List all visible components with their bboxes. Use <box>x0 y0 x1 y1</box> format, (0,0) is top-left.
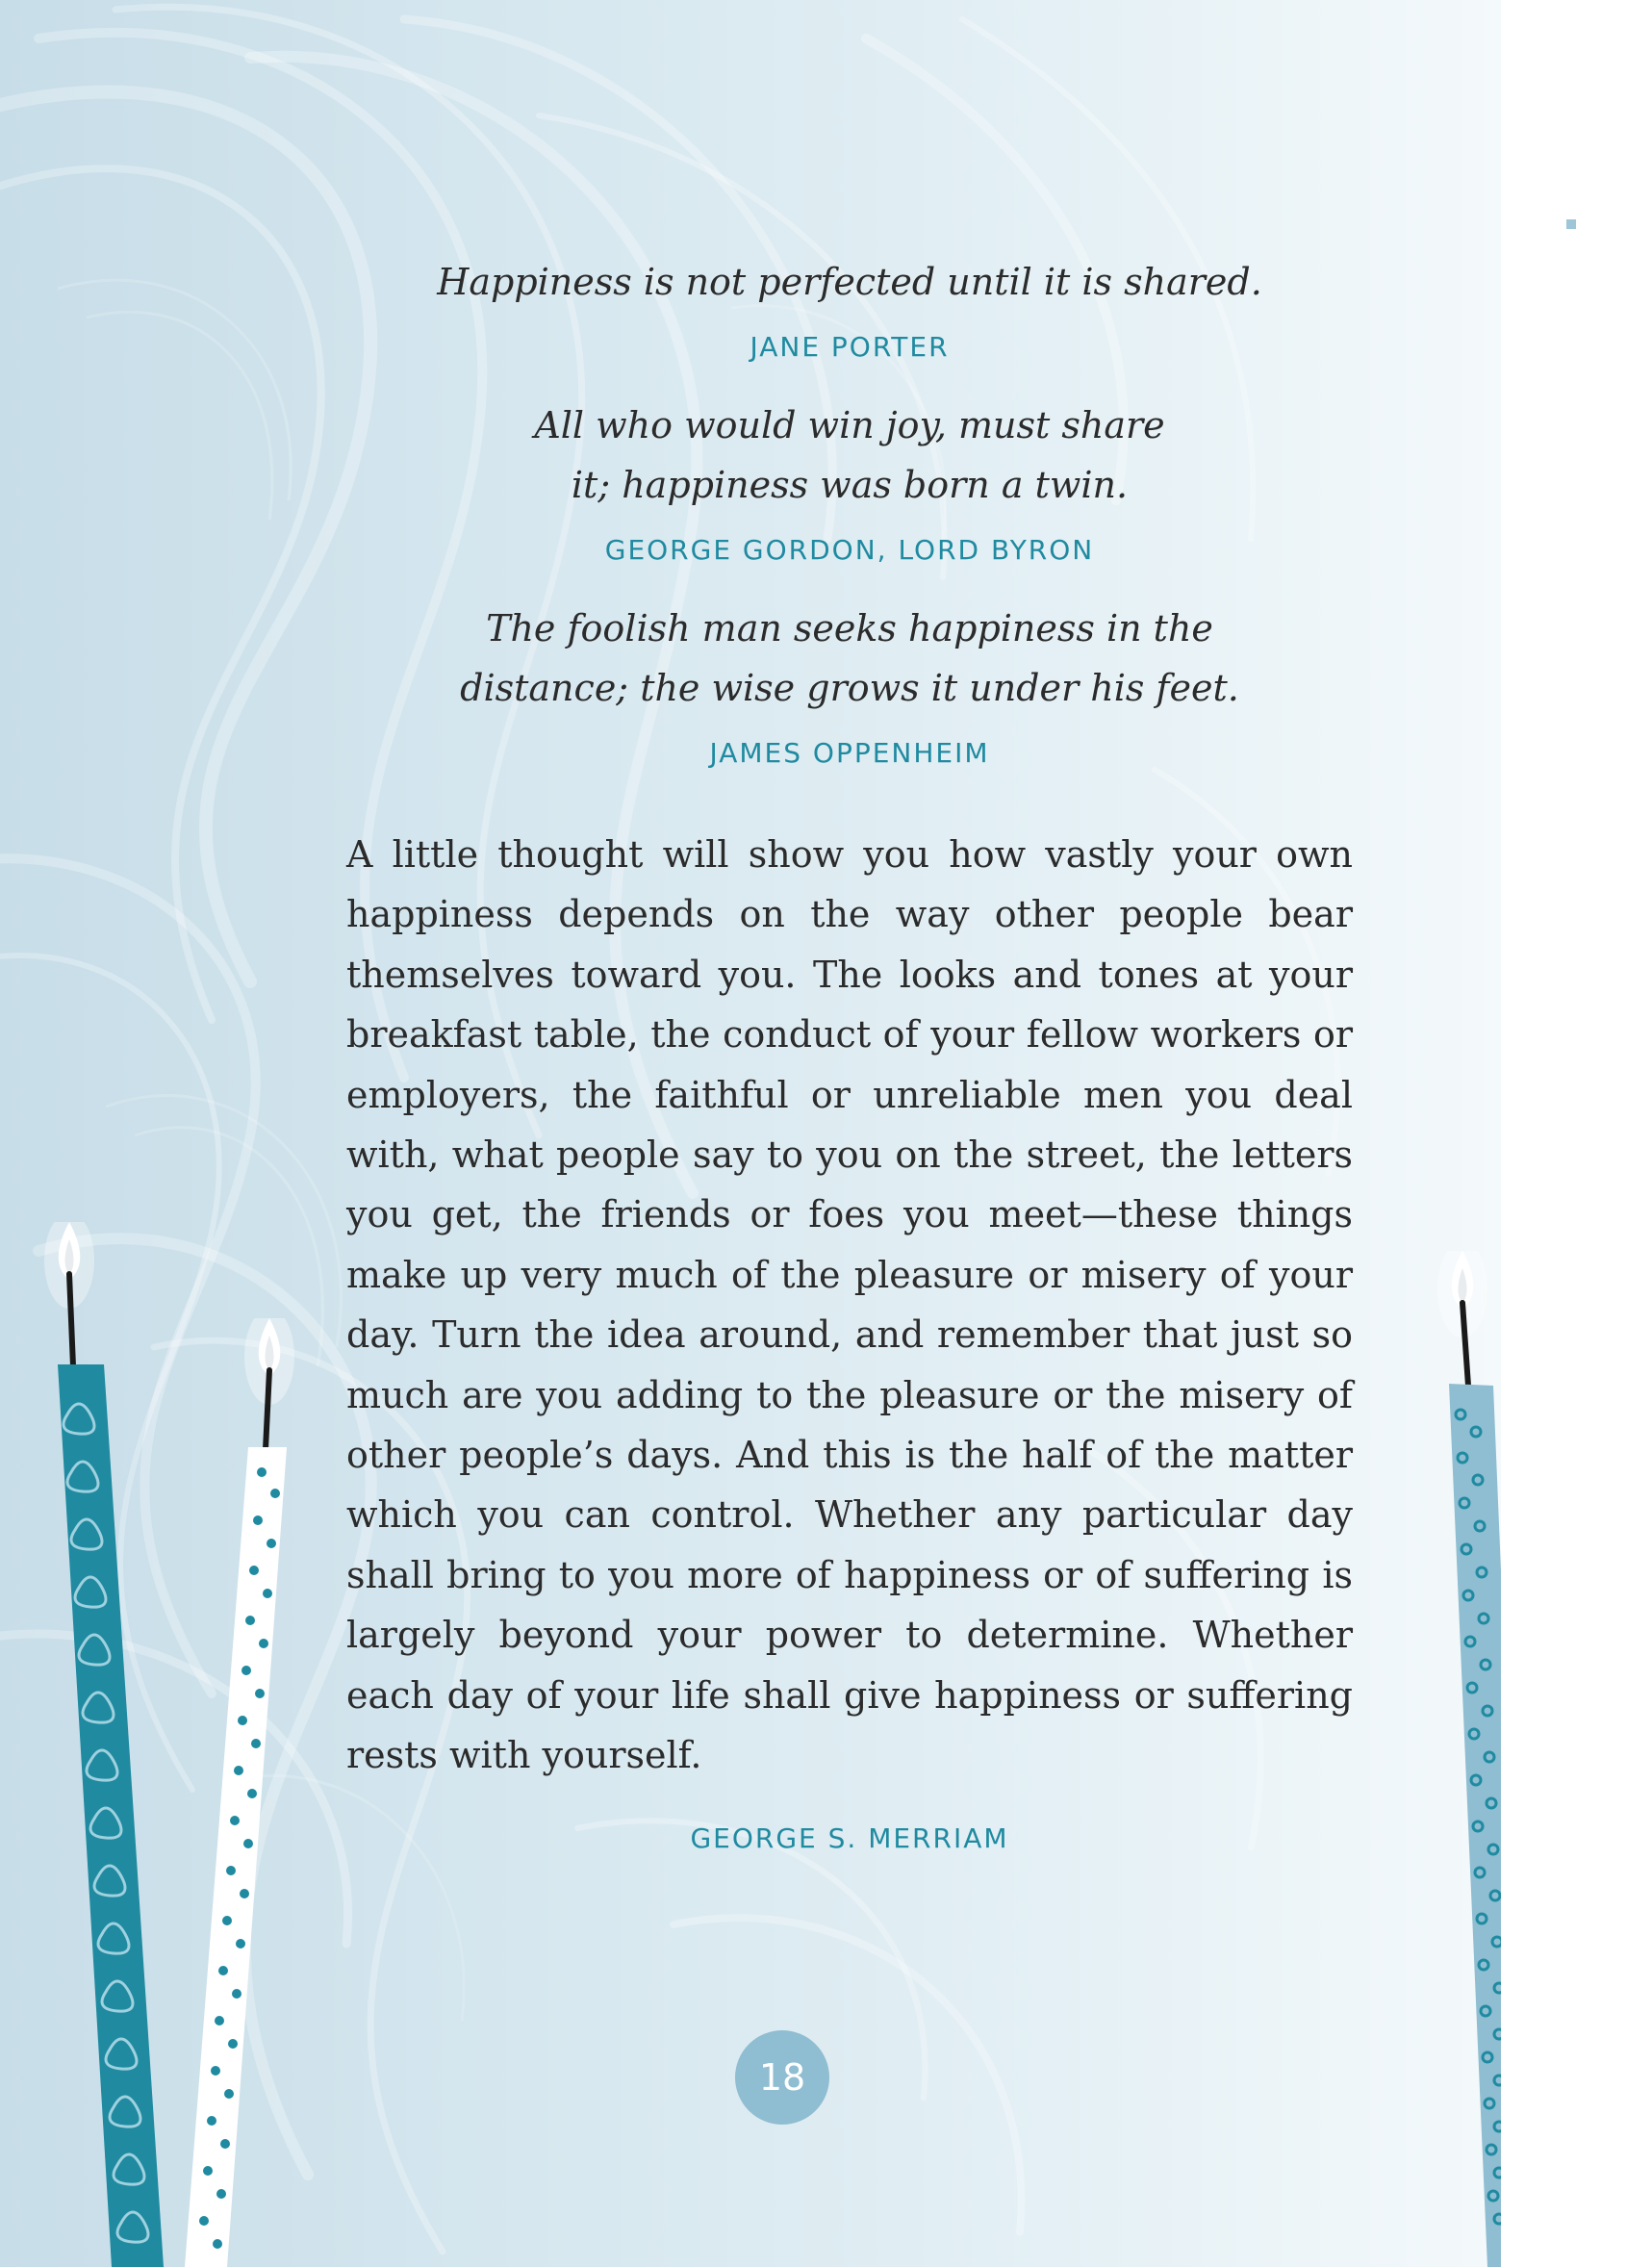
quote-text: The foolish man seeks happiness in the distance; the wise grows it under his feet. <box>460 607 1239 709</box>
quote-text: Happiness is not perfected until it is shared. <box>437 261 1262 303</box>
page-content <box>346 241 1353 1854</box>
quote-author: GEORGE GORDON, LORD BYRON <box>604 534 1095 566</box>
edge-marker <box>1566 219 1576 229</box>
passage-author: GEORGE S. MERRIAM <box>690 1821 1009 1854</box>
quote-author: JAMES OPPENHEIM <box>709 737 990 769</box>
candle-teal-loops <box>38 1222 183 2267</box>
candle-blue-rings <box>1414 1251 1501 2267</box>
candle-white-dots <box>173 1318 308 2267</box>
quote-author: JANE PORTER <box>750 331 950 363</box>
page-number: 18 <box>735 2030 829 2125</box>
quote-text: All who would win joy, must share it; happiness was born a twin. <box>534 404 1165 506</box>
passage-text: A little thought will show you how vastly your own happiness depends on the way other people bear themselves toward you. The looks and tones at your breakfast table, the conduct of your fellow workers or employers, the faithful or unreliable men you deal with, what people say to you on the street, the letters you get, the friends or foes you meet—these things make up very much of the pleasure or misery of your day. Turn the idea around, and remember that just so much are you adding to the pleasure or the misery of other people’s days. And this is the half of the matter which you can control. Whether any particular day shall bring to you more of happiness or of suffering is largely beyond your power to determine. Whether each day of your life shall give happiness or suffering rests with yourself. <box>346 833 1353 1777</box>
